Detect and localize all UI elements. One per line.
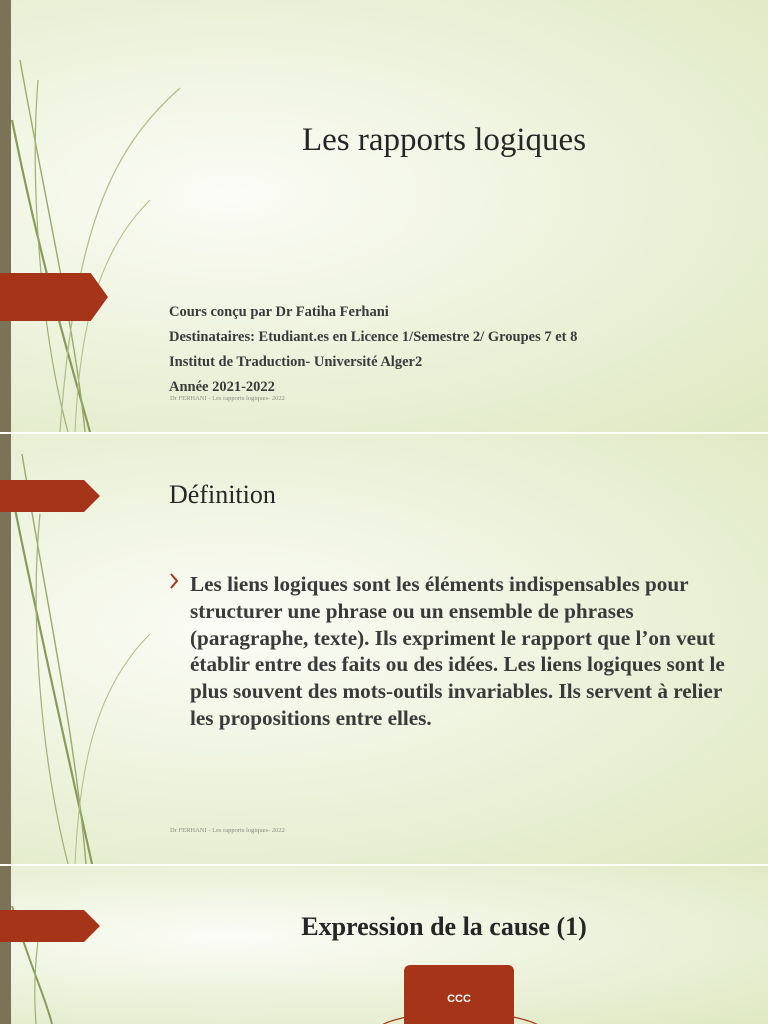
course-info <box>169 305 577 405</box>
slide-footer: Dr FERHANI - Les rapports logiques- 2022 <box>170 395 285 402</box>
slide-3 <box>0 866 768 1024</box>
slide-title: Définition <box>169 480 276 509</box>
slide-1 <box>0 0 768 432</box>
info-line-author: Cours conçu par Dr Fatiha Ferhani <box>169 304 389 320</box>
slide-footer: Dr FERHANI - Les rapports logiques- 2022 <box>170 827 285 834</box>
slide-title: Les rapports logiques <box>301 122 587 158</box>
info-line-year: Année 2021-2022 <box>169 379 275 395</box>
arrow-tab <box>0 273 108 321</box>
bullet-item <box>169 571 729 732</box>
info-line-audience: Destinataires: Etudiant.es en Licence 1/Semestre 2/ Groupes 7 et 8 <box>169 329 578 345</box>
bullet-text: Les liens logiques sont les éléments indispensables pour structurer une phrase ou un ensemble de phrases (paragraphe, texte). Ils expriment le rapport que l’on veut établir entre des faits ou des idées. Les liens logiques sont le plus souvent des mots-outils invariables. Ils servent à relier les propositions entre elles. <box>190 572 725 730</box>
slide-title: Expression de la cause (1) <box>301 912 587 941</box>
info-line-institute: Institut de Traduction- Université Alger2 <box>169 354 423 370</box>
bullet-arrow-icon <box>169 573 179 589</box>
decorative-swirls <box>0 866 200 1024</box>
arrow-tab <box>0 480 100 512</box>
arrow-tab <box>0 910 100 942</box>
slide-2 <box>0 434 768 864</box>
ccc-box: CCC <box>404 965 514 1024</box>
